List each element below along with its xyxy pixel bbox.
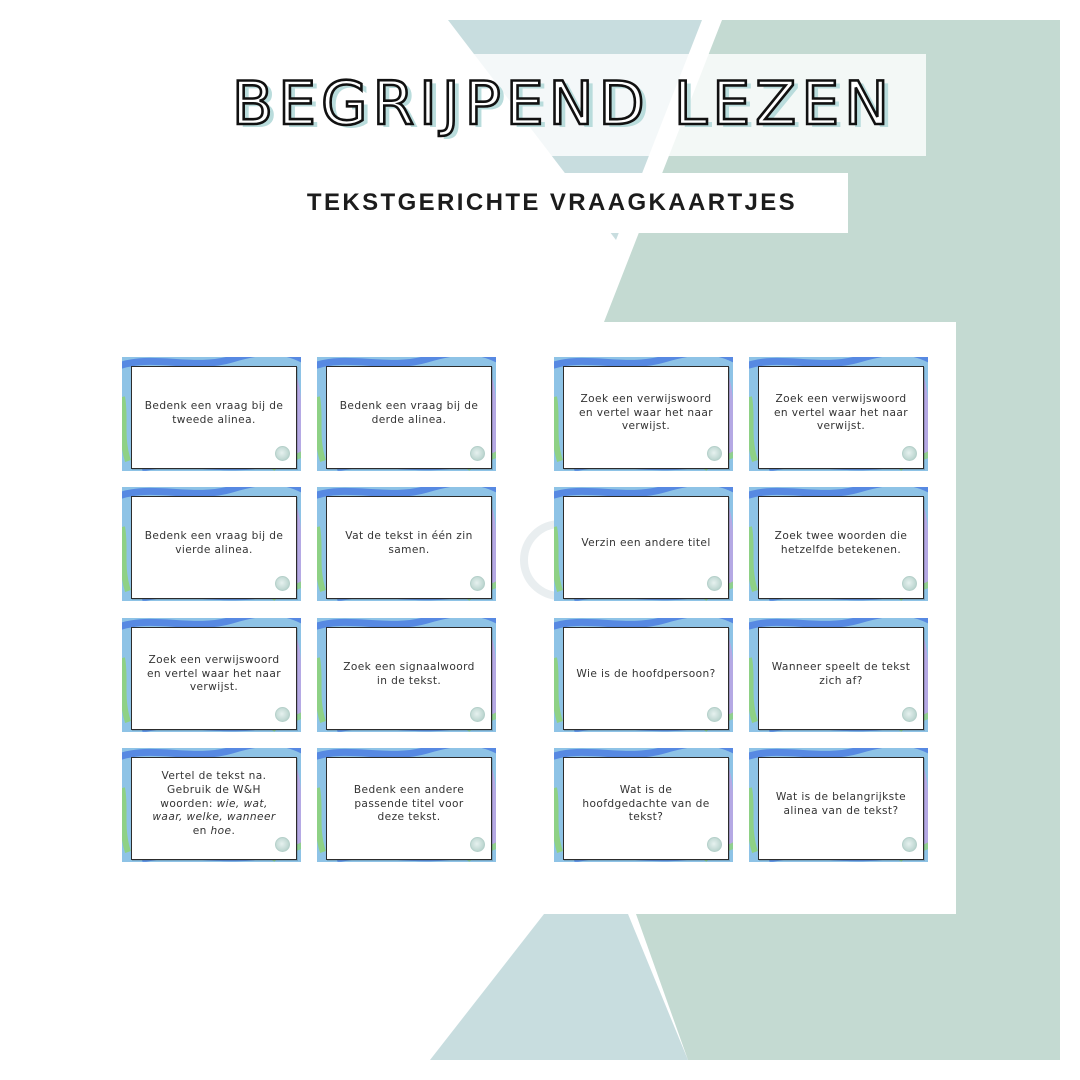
card-question-fragment: Wat is de belangrijkste alinea van de tekst?	[775, 790, 907, 817]
question-card	[317, 748, 496, 862]
question-card	[749, 618, 928, 732]
card-question-text	[576, 784, 716, 825]
round-badge-icon	[470, 707, 485, 722]
card-face	[563, 366, 729, 469]
card-face	[326, 627, 492, 730]
card-question-fragment: Zoek twee woorden die hetzelfde betekenen.	[774, 529, 908, 556]
card-face	[326, 366, 492, 469]
card-question-fragment: en	[192, 825, 211, 838]
card-face	[326, 757, 492, 860]
card-question-text	[339, 784, 479, 825]
card-question-text	[339, 400, 479, 428]
card-face	[758, 627, 924, 730]
card-face	[563, 496, 729, 599]
card-face	[758, 366, 924, 469]
card-face	[563, 757, 729, 860]
card-question-fragment: Bedenk een vraag bij de derde alinea.	[339, 399, 479, 426]
round-badge-icon	[902, 446, 917, 461]
round-badge-icon	[707, 576, 722, 591]
card-question-fragment: Bedenk een vraag bij de tweede alinea.	[144, 399, 284, 426]
card-question-text	[771, 661, 911, 689]
card-question-fragment: Vat de tekst in één zin samen.	[345, 529, 473, 556]
page-title: BEGRIJPEND LEZEN	[231, 69, 895, 139]
card-question-fragment: Zoek een signaalwoord in de tekst.	[343, 660, 475, 687]
card-question-fragment: Zoek een verwijswoord en vertel waar het naar verwijst.	[578, 392, 714, 433]
card-question-fragment: Wat is de hoofdgedachte van de tekst?	[582, 783, 710, 824]
card-question-text	[576, 393, 716, 434]
card-face	[131, 627, 297, 730]
question-card	[122, 618, 301, 732]
card-face	[758, 496, 924, 599]
round-badge-icon	[275, 707, 290, 722]
card-question-text	[144, 400, 284, 428]
question-card	[317, 357, 496, 471]
card-question-fragment: Wanneer speelt de tekst zich af?	[771, 660, 911, 687]
card-question-text	[771, 530, 911, 558]
card-question-fragment: Wie is de hoofdpersoon?	[576, 667, 716, 680]
round-badge-icon	[902, 576, 917, 591]
card-face	[563, 627, 729, 730]
question-card	[122, 748, 301, 862]
card-question-fragment: hoe	[210, 825, 232, 838]
question-card	[317, 618, 496, 732]
card-question-text	[339, 661, 479, 689]
card-question-fragment: Bedenk een andere passende titel voor deze tekst.	[353, 783, 465, 824]
card-question-text	[771, 393, 911, 434]
round-badge-icon	[902, 837, 917, 852]
card-question-fragment: Bedenk een vraag bij de vierde alinea.	[144, 529, 284, 556]
question-card	[122, 357, 301, 471]
question-card	[749, 487, 928, 601]
round-badge-icon	[707, 837, 722, 852]
card-face	[326, 496, 492, 599]
card-question-text	[771, 791, 911, 819]
round-badge-icon	[275, 576, 290, 591]
round-badge-icon	[470, 837, 485, 852]
question-card	[554, 357, 733, 471]
card-question-fragment: Zoek een verwijswoord en vertel waar het naar verwijst.	[146, 653, 282, 694]
card-face	[758, 757, 924, 860]
card-question-text	[144, 654, 284, 695]
round-badge-icon	[707, 446, 722, 461]
question-card	[122, 487, 301, 601]
question-card	[554, 487, 733, 601]
question-card	[749, 748, 928, 862]
card-question-text	[576, 668, 715, 682]
page-subtitle: TEKSTGERICHTE VRAAGKAARTJES	[306, 189, 798, 216]
card-question-text	[144, 770, 284, 839]
card-question-fragment: wie, wat, waar, welke, wanneer	[152, 797, 276, 824]
card-question-text	[581, 537, 710, 551]
card-face	[131, 366, 297, 469]
round-badge-icon	[275, 837, 290, 852]
card-question-text	[339, 530, 479, 558]
question-card	[554, 748, 733, 862]
card-question-fragment: Vertel de tekst na. Gebruik de W&H woorden:	[160, 770, 267, 810]
card-face	[131, 496, 297, 599]
card-question-fragment: .	[231, 825, 236, 838]
card-question-text	[144, 530, 284, 558]
round-badge-icon	[902, 707, 917, 722]
card-question-fragment: Verzin een andere titel	[581, 536, 711, 549]
round-badge-icon	[470, 446, 485, 461]
round-badge-icon	[707, 707, 722, 722]
question-card	[554, 618, 733, 732]
round-badge-icon	[275, 446, 290, 461]
card-question-fragment: Zoek een verwijswoord en vertel waar het naar verwijst.	[773, 392, 909, 433]
question-card	[749, 357, 928, 471]
card-face	[131, 757, 297, 860]
round-badge-icon	[470, 576, 485, 591]
question-card	[317, 487, 496, 601]
